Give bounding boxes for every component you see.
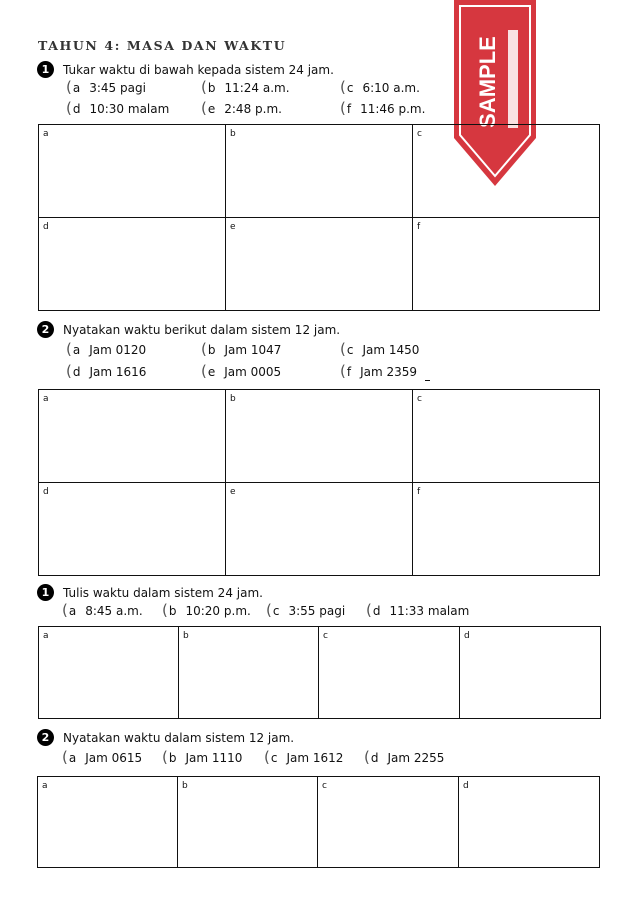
option-f: (f 11:46 p.m. <box>340 99 426 117</box>
option-a: (a 3:45 pagi <box>66 78 146 96</box>
option-b: (b 11:24 a.m. <box>201 78 290 96</box>
answer-box-b[interactable]: b <box>178 777 318 868</box>
answer-box-f[interactable]: f <box>413 483 600 576</box>
question-number: 1 <box>37 61 54 78</box>
answer-grid-2 <box>38 389 600 576</box>
option-a: (a Jam 0615 <box>62 748 143 766</box>
option-b: (b 10:20 p.m. <box>162 601 251 619</box>
answer-box-d[interactable]: d <box>39 483 226 576</box>
option-a: (a 8:45 a.m. <box>62 601 143 619</box>
question-instruction: Tulis waktu dalam sistem 24 jam. <box>63 585 263 600</box>
answer-box-c[interactable]: c <box>318 777 459 868</box>
question-4 <box>37 729 294 746</box>
question-number: 2 <box>37 321 54 338</box>
option-c: (c Jam 1612 <box>264 748 344 766</box>
answer-box-d[interactable]: d <box>459 777 600 868</box>
option-c: (c 3:55 pagi <box>266 601 346 619</box>
option-d: (d 10:30 malam <box>66 99 170 117</box>
question-number: 2 <box>37 729 54 746</box>
question-instruction: Nyatakan waktu dalam sistem 12 jam. <box>63 730 295 745</box>
answer-box-b[interactable]: b <box>179 627 319 719</box>
answer-box-f[interactable]: f <box>413 218 600 311</box>
option-e: (e 2:48 p.m. <box>201 99 282 117</box>
question-instruction: Tukar waktu di bawah kepada sistem 24 jam. <box>63 62 334 77</box>
option-b: (b Jam 1047 <box>201 340 282 358</box>
stray-mark <box>425 380 430 381</box>
question-instruction: Nyatakan waktu berikut dalam sistem 12 jam. <box>63 322 341 337</box>
answer-grid-4 <box>37 776 600 868</box>
answer-box-d[interactable]: d <box>39 218 226 311</box>
answer-box-b[interactable]: b <box>226 125 413 218</box>
option-e: (e Jam 0005 <box>201 362 282 380</box>
answer-box-e[interactable]: e <box>226 483 413 576</box>
option-f: (f Jam 2359 <box>340 362 418 380</box>
question-number: 1 <box>37 584 54 601</box>
answer-box-c[interactable]: c <box>319 627 460 719</box>
question-1 <box>37 61 334 78</box>
answer-box-c[interactable]: c <box>413 390 600 483</box>
answer-box-a[interactable]: a <box>39 125 226 218</box>
answer-box-a[interactable]: a <box>38 777 178 868</box>
option-b: (b Jam 1110 <box>162 748 243 766</box>
option-d: (d 11:33 malam <box>366 601 470 619</box>
answer-box-a[interactable]: a <box>39 627 179 719</box>
question-2 <box>37 321 340 338</box>
answer-box-e[interactable]: e <box>226 218 413 311</box>
answer-grid-1 <box>38 124 600 311</box>
answer-box-c[interactable]: c <box>413 125 600 218</box>
option-c: (c Jam 1450 <box>340 340 420 358</box>
answer-box-a[interactable]: a <box>39 390 226 483</box>
option-c: (c 6:10 a.m. <box>340 78 420 96</box>
page-title: TAHUN 4: MASA DAN WAKTU <box>38 38 287 53</box>
question-3 <box>37 584 263 601</box>
answer-grid-3 <box>38 626 601 719</box>
option-d: (d Jam 1616 <box>66 362 147 380</box>
option-d: (d Jam 2255 <box>364 748 445 766</box>
answer-box-d[interactable]: d <box>460 627 601 719</box>
option-a: (a Jam 0120 <box>66 340 147 358</box>
sample-label: SAMPLE <box>475 36 500 128</box>
answer-box-b[interactable]: b <box>226 390 413 483</box>
